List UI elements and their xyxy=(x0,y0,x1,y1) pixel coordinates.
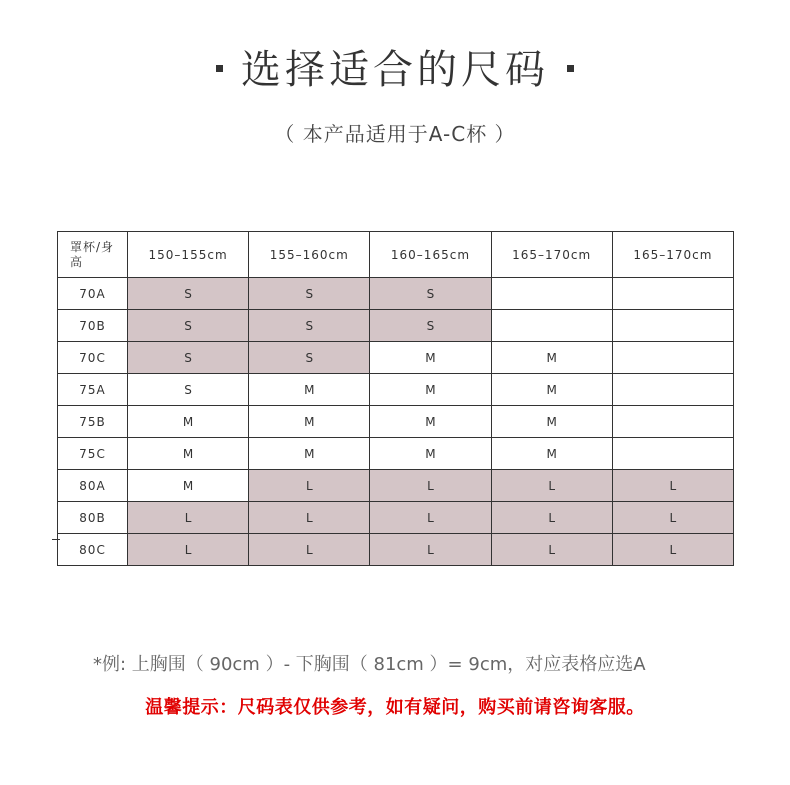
size-cell: M xyxy=(491,342,612,374)
size-cell: M xyxy=(370,342,491,374)
size-cell: L xyxy=(249,470,370,502)
size-cell: L xyxy=(491,534,612,566)
size-cell: S xyxy=(128,310,249,342)
band-size-cell: 70B xyxy=(58,310,128,342)
size-cell: M xyxy=(249,374,370,406)
size-cell: M xyxy=(249,406,370,438)
size-cell: M xyxy=(128,438,249,470)
height-header: 165–170cm xyxy=(612,232,733,278)
size-cell xyxy=(612,342,733,374)
height-header: 160–165cm xyxy=(370,232,491,278)
corner-header: 罩杯/身高 xyxy=(58,232,128,278)
size-cell: S xyxy=(249,310,370,342)
height-header: 150–155cm xyxy=(128,232,249,278)
left-bullet-icon xyxy=(216,65,223,72)
table-row xyxy=(58,374,734,406)
size-cell xyxy=(612,278,733,310)
band-size-cell: 75A xyxy=(58,374,128,406)
size-cell: M xyxy=(370,374,491,406)
band-size-cell: 70A xyxy=(58,278,128,310)
size-cell xyxy=(612,374,733,406)
size-cell xyxy=(612,438,733,470)
band-size-cell: 70C xyxy=(58,342,128,374)
size-cell: S xyxy=(249,342,370,374)
size-cell: L xyxy=(249,502,370,534)
example-note: *例: 上胸围（ 90cm ）- 下胸围（ 81cm ）= 9cm，对应表格应选A xyxy=(93,654,646,675)
table-row xyxy=(58,502,734,534)
table-row xyxy=(58,406,734,438)
size-cell: L xyxy=(612,534,733,566)
right-bullet-icon xyxy=(567,65,574,72)
size-cell xyxy=(612,310,733,342)
size-cell: M xyxy=(370,406,491,438)
size-cell: M xyxy=(491,438,612,470)
size-cell xyxy=(491,278,612,310)
size-cell: L xyxy=(491,470,612,502)
size-cell xyxy=(491,310,612,342)
band-size-cell: 75B xyxy=(58,406,128,438)
size-cell: L xyxy=(370,502,491,534)
table-row xyxy=(58,278,734,310)
size-cell: S xyxy=(128,278,249,310)
size-cell: L xyxy=(370,534,491,566)
size-table xyxy=(57,231,734,566)
warm-tip: 温馨提示：尺码表仅供参考，如有疑问，购买前请咨询客服。 xyxy=(145,697,645,718)
page-subtitle: （ 本产品适用于A-C杯 ） xyxy=(274,122,516,146)
table-row xyxy=(58,534,734,566)
size-cell: M xyxy=(491,406,612,438)
size-cell: M xyxy=(249,438,370,470)
size-cell: L xyxy=(128,534,249,566)
band-size-cell: 75C xyxy=(58,438,128,470)
size-cell: M xyxy=(491,374,612,406)
size-cell: S xyxy=(370,278,491,310)
table-row xyxy=(58,470,734,502)
size-cell: L xyxy=(491,502,612,534)
size-cell: S xyxy=(370,310,491,342)
size-cell: M xyxy=(128,406,249,438)
table-row xyxy=(58,438,734,470)
size-cell: S xyxy=(128,374,249,406)
band-size-cell: 80B xyxy=(58,502,128,534)
size-cell: L xyxy=(249,534,370,566)
size-cell: L xyxy=(612,470,733,502)
table-body xyxy=(58,278,734,566)
size-cell: S xyxy=(249,278,370,310)
size-cell: M xyxy=(128,470,249,502)
table-row xyxy=(58,310,734,342)
table-header-row xyxy=(58,232,734,278)
size-cell xyxy=(612,406,733,438)
height-header: 165–170cm xyxy=(491,232,612,278)
table-row xyxy=(58,342,734,374)
height-header: 155–160cm xyxy=(249,232,370,278)
page-title xyxy=(0,38,790,95)
title-text: 选择适合的尺码 xyxy=(241,47,549,93)
size-cell: M xyxy=(370,438,491,470)
band-size-cell: 80A xyxy=(58,470,128,502)
size-cell: S xyxy=(128,342,249,374)
band-size-cell: 80C xyxy=(58,534,128,566)
size-cell: L xyxy=(370,470,491,502)
size-cell: L xyxy=(612,502,733,534)
size-cell: L xyxy=(128,502,249,534)
